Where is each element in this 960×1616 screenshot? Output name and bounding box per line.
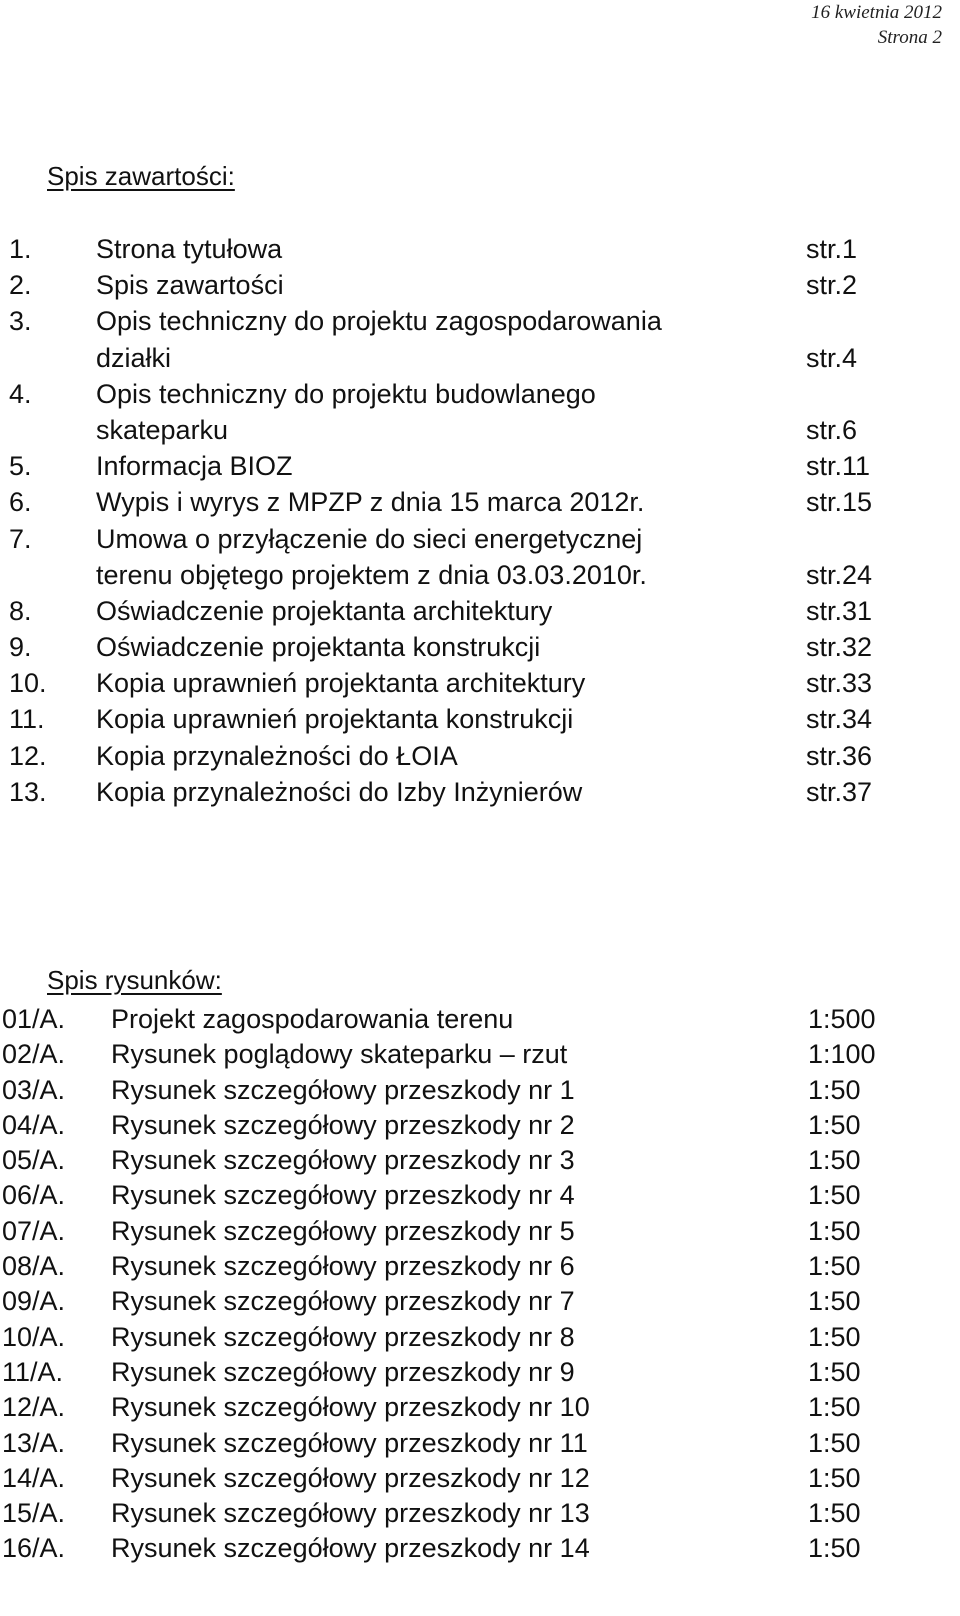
drawing-title: Rysunek szczegółowy przeszkody nr 12 <box>111 1462 590 1493</box>
toc-row <box>0 340 960 376</box>
header-page-number: Strona 2 <box>877 27 942 48</box>
toc-row <box>0 448 960 484</box>
toc-row-title: Oświadczenie projektanta konstrukcji <box>96 632 541 663</box>
drawing-row <box>0 1354 960 1389</box>
toc-row <box>0 629 960 665</box>
toc-row-title: Kopia przynależności do ŁOIA <box>96 740 458 771</box>
toc-row-title: Strona tytułowa <box>96 234 283 264</box>
drawing-row <box>0 1001 960 1036</box>
toc-row-title: Kopia uprawnień projektanta konstrukcji <box>96 704 574 735</box>
toc-row-title: Umowa o przyłączenie do sieci energetycznej <box>96 523 643 554</box>
drawing-code: 07/A. <box>2 1215 66 1246</box>
drawing-scale: 1:50 <box>808 1074 861 1105</box>
drawing-code: 11/A. <box>2 1356 64 1387</box>
toc-row-title: Oświadczenie projektanta architektury <box>96 595 553 626</box>
toc-row <box>0 665 960 701</box>
drawing-row <box>0 1425 960 1460</box>
toc-row-number: 9. <box>9 632 32 663</box>
toc-row <box>0 303 960 339</box>
toc-row-page: str.4 <box>806 342 858 373</box>
drawing-scale: 1:50 <box>808 1462 861 1493</box>
drawing-row <box>0 1283 960 1318</box>
drawing-row <box>0 1036 960 1071</box>
drawings-list <box>0 1001 960 1566</box>
toc-row-title: Opis techniczny do projektu budowlanego <box>96 378 596 409</box>
toc-row <box>0 484 960 520</box>
header-date: 16 kwietnia 2012 <box>811 2 942 23</box>
drawing-code: 13/A. <box>2 1427 66 1458</box>
drawing-code: 12/A. <box>2 1392 66 1423</box>
drawing-title: Rysunek szczegółowy przeszkody nr 9 <box>111 1356 575 1387</box>
toc-row-number: 5. <box>9 451 32 482</box>
toc-row-page: str.1 <box>806 234 858 264</box>
drawing-scale: 1:50 <box>808 1533 861 1564</box>
toc-row <box>0 521 960 557</box>
toc-row-title: Opis techniczny do projektu zagospodarowania <box>96 306 662 337</box>
toc-row-page: str.24 <box>806 559 873 590</box>
toc-row-title: Informacja BIOZ <box>96 451 293 482</box>
drawing-code: 15/A. <box>2 1498 66 1529</box>
drawing-title: Rysunek szczegółowy przeszkody nr 2 <box>111 1109 575 1140</box>
toc-row-number: 12. <box>9 740 47 771</box>
drawing-row <box>0 1177 960 1212</box>
toc-row-page: str.11 <box>806 451 871 482</box>
toc-row-number: 4. <box>9 378 32 409</box>
toc-row-number: 10. <box>9 668 47 699</box>
drawing-code: 04/A. <box>2 1109 66 1140</box>
toc-row <box>0 231 960 267</box>
drawing-title: Rysunek szczegółowy przeszkody nr 11 <box>111 1427 588 1458</box>
drawing-code: 06/A. <box>2 1180 66 1211</box>
drawing-title: Projekt zagospodarowania terenu <box>111 1004 514 1034</box>
toc-row-number: 3. <box>9 306 32 337</box>
toc-row-page: str.31 <box>806 595 873 626</box>
toc-row-page: str.32 <box>806 632 873 663</box>
drawing-row <box>0 1248 960 1283</box>
drawings-title: Spis rysunków: <box>47 965 222 995</box>
toc-row-page: str.15 <box>806 487 873 518</box>
drawing-row <box>0 1072 960 1107</box>
toc-row-title: Wypis i wyrys z MPZP z dnia 15 marca 2012r. <box>96 487 645 518</box>
toc-row-page: str.33 <box>806 668 873 699</box>
drawing-title: Rysunek szczegółowy przeszkody nr 14 <box>111 1533 590 1564</box>
toc-row-title: terenu objętego projektem z dnia 03.03.2010r. <box>96 559 647 590</box>
drawing-title: Rysunek szczegółowy przeszkody nr 13 <box>111 1498 590 1529</box>
toc-row-title: Kopia przynależności do Izby Inżynierów <box>96 776 583 807</box>
drawing-scale: 1:50 <box>808 1498 861 1529</box>
toc-row <box>0 267 960 303</box>
drawing-code: 02/A. <box>2 1039 66 1070</box>
toc-row-number: 7. <box>9 523 32 554</box>
drawing-code: 09/A. <box>2 1286 66 1317</box>
drawing-title: Rysunek szczegółowy przeszkody nr 10 <box>111 1392 590 1423</box>
drawing-scale: 1:50 <box>808 1109 861 1140</box>
toc-row-number: 11. <box>9 704 45 735</box>
drawing-scale: 1:50 <box>808 1215 861 1246</box>
drawing-title: Rysunek szczegółowy przeszkody nr 3 <box>111 1145 575 1176</box>
drawing-code: 16/A. <box>2 1533 66 1564</box>
drawing-scale: 1:50 <box>808 1145 861 1176</box>
toc-title: Spis zawartości: <box>47 161 235 191</box>
drawing-code: 10/A. <box>2 1321 66 1352</box>
drawing-title: Rysunek szczegółowy przeszkody nr 5 <box>111 1215 575 1246</box>
drawing-code: 08/A. <box>2 1251 66 1282</box>
drawing-row <box>0 1530 960 1565</box>
toc-row-title: Kopia uprawnień projektanta architektury <box>96 668 586 699</box>
toc-row-number: 6. <box>9 487 32 518</box>
toc-row-number: 2. <box>9 270 32 301</box>
drawing-scale: 1:50 <box>808 1286 861 1317</box>
toc-list <box>0 231 960 810</box>
drawing-title: Rysunek szczegółowy przeszkody nr 4 <box>111 1180 575 1211</box>
toc-row-page: str.37 <box>806 776 873 807</box>
drawing-scale: 1:50 <box>808 1251 861 1282</box>
drawing-title: Rysunek szczegółowy przeszkody nr 1 <box>111 1074 575 1105</box>
toc-row <box>0 557 960 593</box>
drawing-code: 05/A. <box>2 1145 66 1176</box>
drawing-scale: 1:50 <box>808 1356 861 1387</box>
drawing-row <box>0 1142 960 1177</box>
drawing-row <box>0 1107 960 1142</box>
drawing-scale: 1:50 <box>808 1321 861 1352</box>
toc-row-number: 1. <box>9 234 32 264</box>
drawing-row <box>0 1389 960 1424</box>
toc-row-page: str.34 <box>806 704 873 735</box>
drawing-row <box>0 1213 960 1248</box>
toc-row <box>0 774 960 810</box>
toc-row-title: Spis zawartości <box>96 270 284 301</box>
drawing-title: Rysunek poglądowy skateparku – rzut <box>111 1039 568 1070</box>
drawing-scale: 1:50 <box>808 1392 861 1423</box>
toc-row-page: str.36 <box>806 740 873 771</box>
drawing-title: Rysunek szczegółowy przeszkody nr 8 <box>111 1321 575 1352</box>
toc-row <box>0 738 960 774</box>
drawing-code: 14/A. <box>2 1462 66 1493</box>
drawing-title: Rysunek szczegółowy przeszkody nr 6 <box>111 1251 575 1282</box>
drawing-scale: 1:50 <box>808 1427 861 1458</box>
drawing-code: 03/A. <box>2 1074 66 1105</box>
toc-row <box>0 376 960 412</box>
toc-row-number: 8. <box>9 595 32 626</box>
drawing-code: 01/A. <box>2 1004 66 1034</box>
toc-row-page: str.6 <box>806 414 858 445</box>
toc-row-page: str.2 <box>806 270 858 301</box>
toc-row <box>0 701 960 737</box>
toc-row-title: skateparku <box>96 414 229 445</box>
drawing-row <box>0 1319 960 1354</box>
toc-row <box>0 593 960 629</box>
drawing-row <box>0 1460 960 1495</box>
drawing-scale: 1:50 <box>808 1180 861 1211</box>
toc-row <box>0 412 960 448</box>
page-header <box>811 0 942 50</box>
drawing-row <box>0 1495 960 1530</box>
drawing-scale: 1:500 <box>808 1004 876 1034</box>
toc-row-number: 13. <box>9 776 47 807</box>
toc-row-title: działki <box>96 342 172 373</box>
drawing-scale: 1:100 <box>808 1039 876 1070</box>
drawing-title: Rysunek szczegółowy przeszkody nr 7 <box>111 1286 575 1317</box>
